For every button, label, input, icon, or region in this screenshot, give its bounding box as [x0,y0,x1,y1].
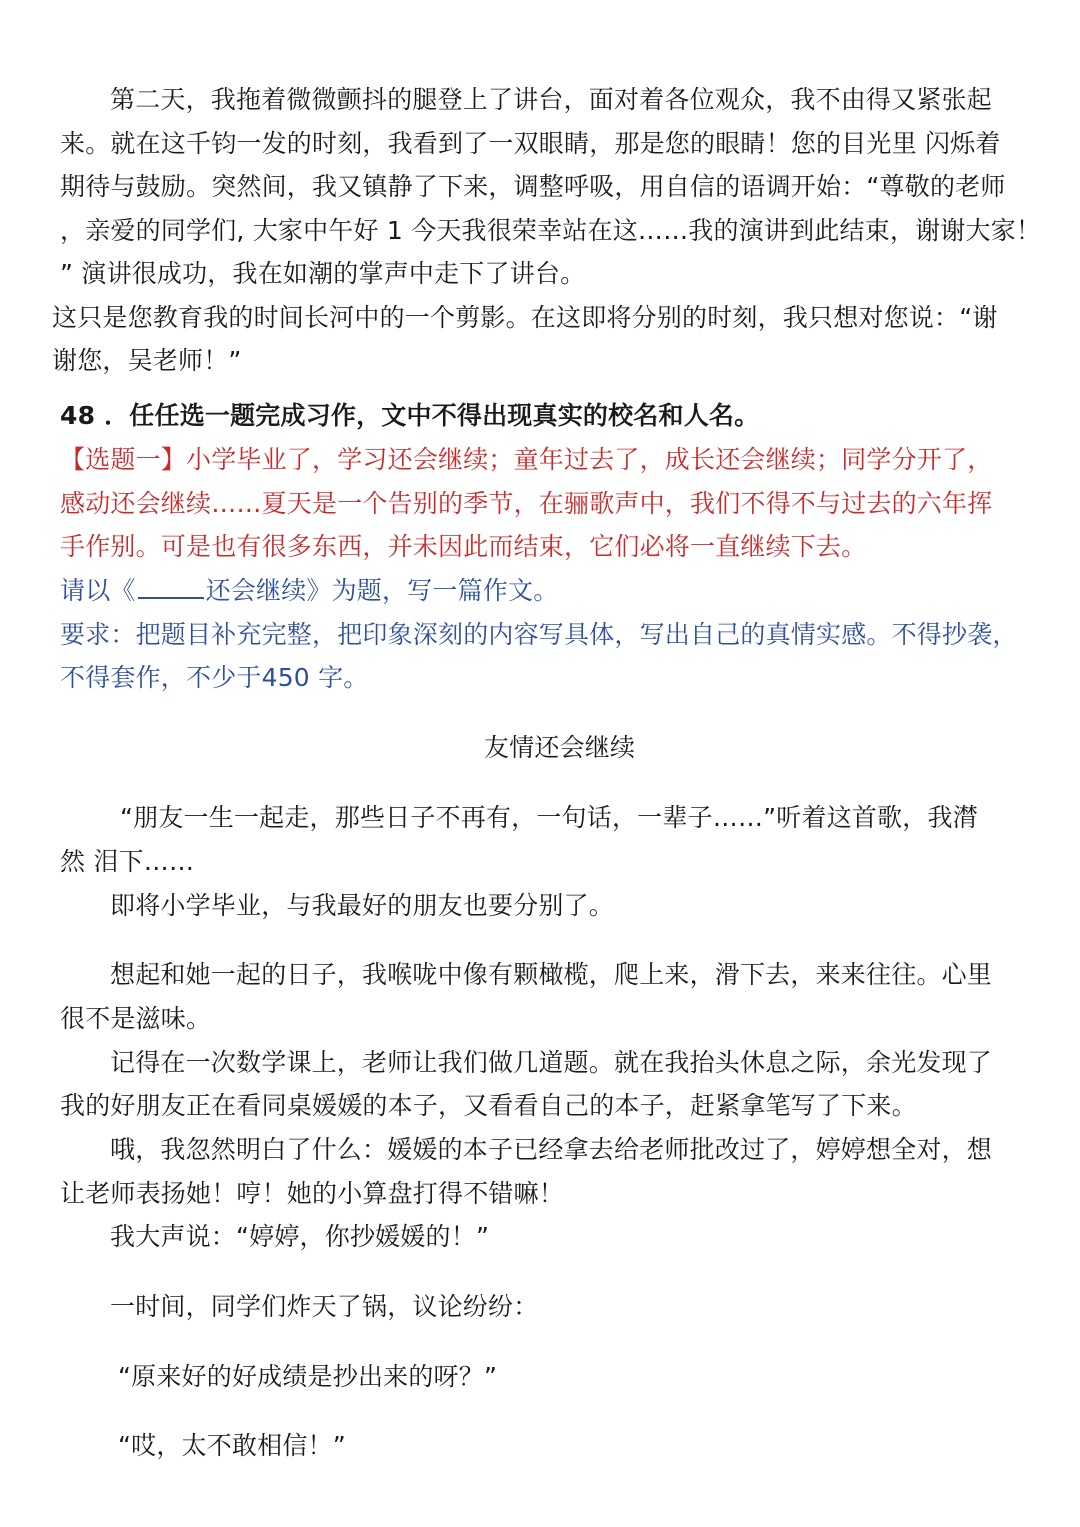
essay-line: “原来好的好成绩是抄出来的呀？” [118,1362,498,1391]
essay-line: 想起和她一起的日子，我喉咙中像有颗橄榄，爬上来，滑下去，来来往往。心里 [110,960,993,989]
essay-line: 让老师表扬她！哼！她的小算盘打得不错嘛！ [60,1179,565,1208]
essay-prompt [60,575,558,607]
prompt-suffix: 还会继续》为题，写一篇作文。 [205,576,559,605]
essay-line: 即将小学毕业，与我最好的朋友也要分别了。 [110,891,615,920]
essay-line: 我大声说：“婷婷，你抄媛媛的！” [110,1222,490,1251]
passage-line: 谢您，吴老师！” [52,346,242,375]
option-one-line: 感动还会继续……夏天是一个告别的季节，在骊歌声中，我们不得不与过去的六年挥 [60,489,993,518]
requirement-line: 不得套作，不少于450 字。 [60,663,369,692]
passage-line: ，亲爱的同学们, 大家中午好 1 今天我很荣幸站在这……我的演讲到此结束，谢谢大家！ [60,216,1042,245]
question-heading: 48 ．任任选一题完成习作，文中不得出现真实的校名和人名。 [60,401,760,430]
title-blank [138,577,204,599]
passage-line: 期待与鼓励。突然间，我又镇静了下来，调整呼吸，用自信的语调开始：“尊敬的老师 [60,172,1006,201]
essay-line: 哦，我忽然明白了什么：媛媛的本子已经拿去给老师批改过了，婷婷想全对，想 [110,1135,993,1164]
essay-line: 一时间，同学们炸天了锅，议论纷纷： [110,1292,539,1321]
essay-line: 记得在一次数学课上，老师让我们做几道题。就在我抬头休息之际，余光发现了 [110,1048,993,1077]
essay-line: 我的好朋友正在看同桌媛媛的本子，又看看自己的本子，赶紧拿笔写了下来。 [60,1091,917,1120]
essay-line: 然 泪下…… [60,847,195,876]
prompt-prefix: 请以《 [60,576,136,605]
passage-line: 这只是您教育我的时间长河中的一个剪影。在这即将分别的时刻，我只想对您说：“谢 [52,303,998,332]
option-one-line: 手作别。可是也有很多东西，并未因此而结束，它们必将一直继续下去。 [60,532,867,561]
passage-line: 来。就在这千钧一发的时刻，我看到了一双眼睛，那是您的眼睛！您的目光里 闪烁着 [60,129,1001,158]
essay-title: 友情还会继续 [484,733,636,762]
essay-line: 很不是滋味。 [60,1004,212,1033]
essay-line: “朋友一生一起走，那些日子不再有，一句话，一辈子……”听着这首歌，我潸 [120,803,978,832]
option-one-line: 【选题一】小学毕业了，学习还会继续；童年过去了，成长还会继续；同学分开了， [60,445,993,474]
requirement-line: 要求：把题目补充完整，把印象深刻的内容写具体，写出自己的真情实感。不得抄袭， [60,620,1018,649]
essay-line: “哎，太不敢相信！” [118,1431,346,1460]
passage-line: 第二天，我拖着微微颤抖的腿登上了讲台，面对着各位观众，我不由得又紧张起 [110,85,993,114]
passage-line: ” 演讲很成功，我在如潮的掌声中走下了讲台。 [60,259,586,288]
